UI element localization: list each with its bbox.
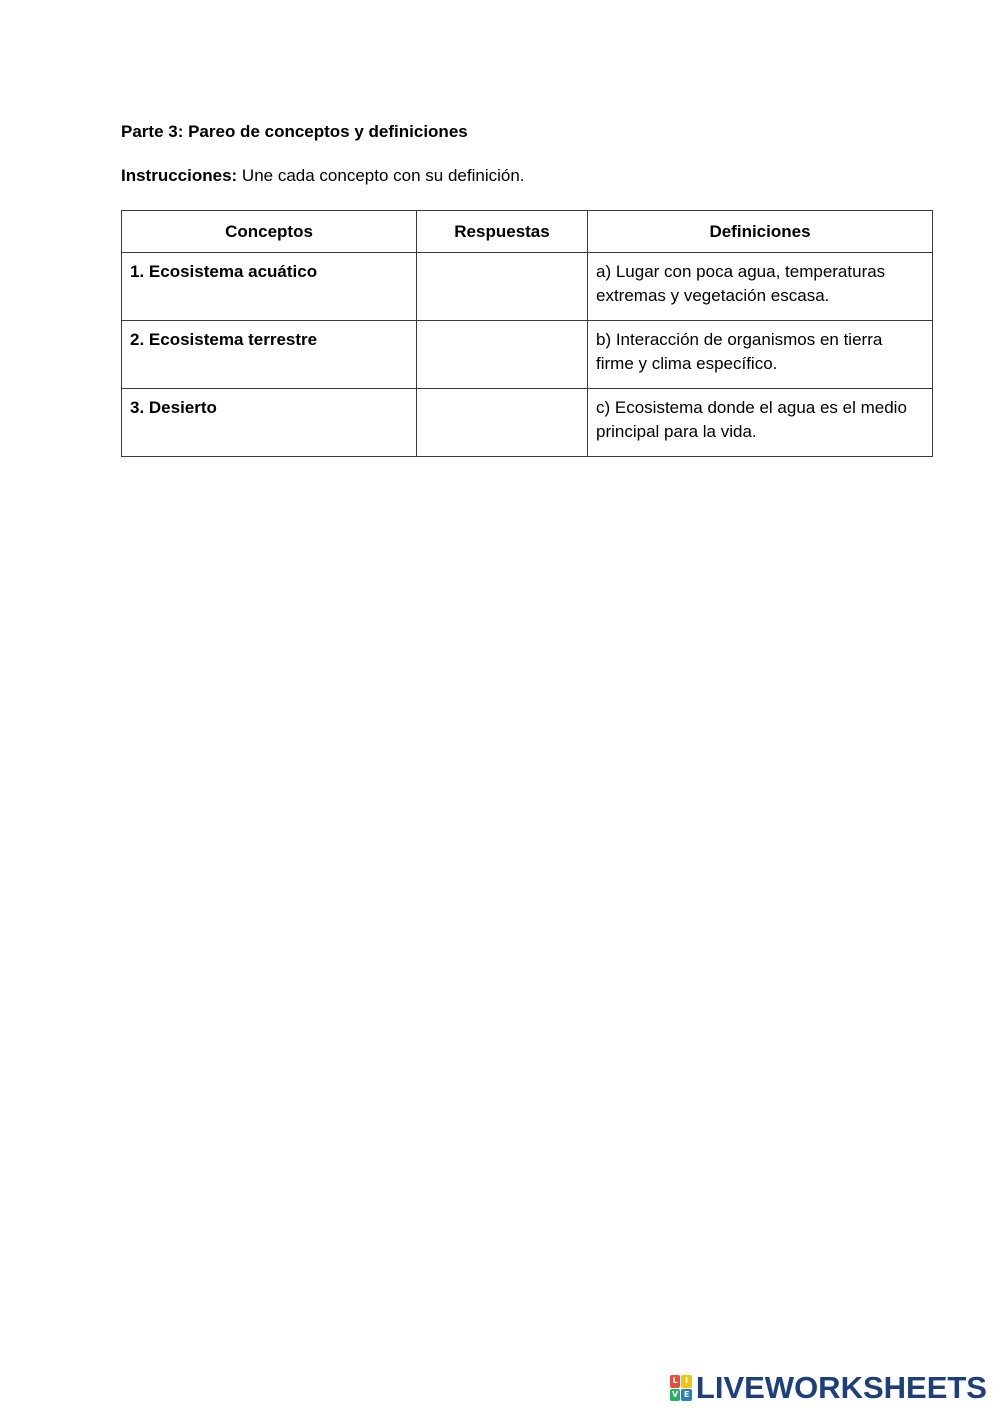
definition-cell: c) Ecosistema donde el agua es el medio principal para la vida. — [588, 389, 933, 457]
header-definiciones: Definiciones — [588, 211, 933, 253]
table-row — [122, 389, 933, 457]
table-row — [122, 321, 933, 389]
concept-cell: 1. Ecosistema acuático — [122, 253, 417, 321]
definition-cell: b) Interacción de organismos en tierra firme y clima específico. — [588, 321, 933, 389]
concept-cell: 2. Ecosistema terrestre — [122, 321, 417, 389]
instructions-text: Une cada concepto con su definición. — [237, 166, 525, 185]
logo-letter: I — [681, 1375, 692, 1388]
definition-cell: a) Lugar con poca agua, temperaturas extremas y vegetación escasa. — [588, 253, 933, 321]
brand-text: LIVEWORKSHEETS — [695, 1370, 987, 1405]
concept-cell: 3. Desierto — [122, 389, 417, 457]
answer-cell[interactable] — [417, 321, 588, 389]
matching-table — [121, 210, 933, 457]
logo-letter: V — [670, 1389, 681, 1402]
answer-input-3[interactable] — [425, 396, 579, 448]
logo-letter: E — [681, 1389, 692, 1402]
answer-cell[interactable] — [417, 253, 588, 321]
answer-input-2[interactable] — [425, 328, 579, 380]
table-row — [122, 253, 933, 321]
table-header-row — [122, 211, 933, 253]
header-conceptos: Conceptos — [122, 211, 417, 253]
liveworksheets-brand — [670, 1372, 987, 1404]
answer-cell[interactable] — [417, 389, 588, 457]
instructions-label: Instrucciones: — [121, 166, 238, 185]
page-title: Parte 3: Pareo de conceptos y definiciones — [121, 122, 468, 141]
instructions — [121, 165, 525, 187]
liveworksheets-logo-icon — [670, 1375, 692, 1401]
logo-letter: L — [670, 1375, 681, 1388]
answer-input-1[interactable] — [425, 260, 579, 312]
header-respuestas: Respuestas — [417, 211, 588, 253]
